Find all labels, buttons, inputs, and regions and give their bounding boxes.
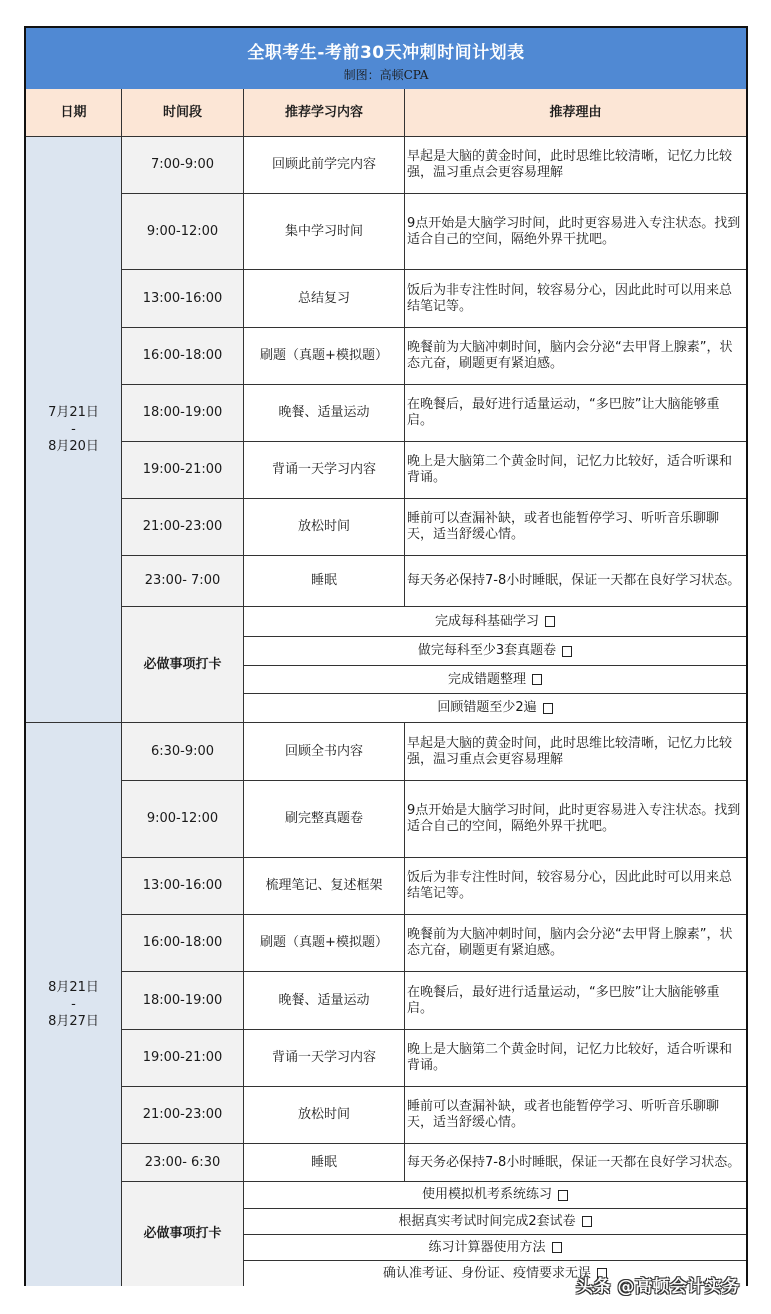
time-slot: 9:00-12:00 — [122, 194, 244, 270]
checklist-item-text: 根据真实考试时间完成2套试卷 — [398, 1213, 576, 1229]
header-date: 日期 — [26, 89, 122, 137]
study-content: 睡眠 — [244, 1144, 405, 1182]
checklist-item[interactable] — [244, 607, 746, 637]
section-date-range — [26, 723, 122, 1286]
checklist-label: 必做事项打卡 — [122, 607, 244, 723]
study-content: 放松时间 — [244, 499, 405, 556]
checklist-item[interactable] — [244, 1235, 746, 1261]
study-content: 放松时间 — [244, 1087, 405, 1144]
time-slot: 19:00-21:00 — [122, 1030, 244, 1087]
time-slot: 16:00-18:00 — [122, 915, 244, 972]
time-slot: 23:00- 6:30 — [122, 1144, 244, 1182]
title-band — [26, 28, 746, 90]
date-end: 8月20日 — [48, 439, 99, 454]
study-content: 刷题（真题+模拟题） — [244, 328, 405, 385]
reason-text: 睡前可以查漏补缺，或者也能暂停学习、听听音乐聊聊天，适当舒缓心情。 — [405, 1087, 746, 1144]
checklist-item[interactable] — [244, 666, 746, 694]
date-start: 8月21日 — [48, 980, 99, 995]
study-content: 背诵一天学习内容 — [244, 1030, 405, 1087]
header-content: 推荐学习内容 — [244, 89, 405, 137]
time-slot: 7:00-9:00 — [122, 137, 244, 194]
checklist-item-text: 完成错题整理 — [447, 671, 526, 687]
checkbox-icon[interactable] — [545, 616, 555, 627]
checklist-item-text: 做完每科至少3套真题卷 — [417, 643, 557, 658]
time-slot: 16:00-18:00 — [122, 328, 244, 385]
study-content: 回顾此前学完内容 — [244, 137, 405, 194]
time-slot: 18:00-19:00 — [122, 972, 244, 1030]
time-slot: 13:00-16:00 — [122, 858, 244, 915]
page-title: 全职考生-考前30天冲刺时间计划表 — [247, 43, 525, 63]
date-end: 8月27日 — [48, 1014, 99, 1029]
checklist-item-text: 练习计算器使用方法 — [428, 1239, 546, 1255]
study-content: 睡眠 — [244, 556, 405, 607]
checklist-item[interactable] — [244, 1182, 746, 1209]
reason-text: 早起是大脑的黄金时间，此时思维比较清晰，记忆力比较强，温习重点会更容易理解 — [405, 137, 746, 194]
reason-text: 饭后为非专注性时间，较容易分心，因此此时可以用来总结笔记等。 — [405, 270, 746, 328]
reason-text: 9点开始是大脑学习时间，此时更容易进入专注状态。找到适合自己的空间，隔绝外界干扰吧。 — [405, 781, 746, 858]
checkbox-icon[interactable] — [543, 703, 553, 714]
time-slot: 6:30-9:00 — [122, 723, 244, 781]
reason-text: 饭后为非专注性时间，较容易分心，因此此时可以用来总结笔记等。 — [405, 858, 746, 915]
study-content: 集中学习时间 — [244, 194, 405, 270]
time-slot: 21:00-23:00 — [122, 1087, 244, 1144]
study-content: 背诵一天学习内容 — [244, 442, 405, 499]
time-slot: 23:00- 7:00 — [122, 556, 244, 607]
study-content: 总结复习 — [244, 270, 405, 328]
header-reason: 推荐理由 — [405, 89, 746, 137]
reason-text: 晚餐前为大脑冲刺时间，脑内会分泌“去甲肾上腺素”，状态亢奋，刷题更有紧迫感。 — [405, 915, 746, 972]
reason-text: 每天务必保持7-8小时睡眠，保证一天都在良好学习状态。 — [405, 556, 746, 607]
checklist-item-text: 回顾错题至少2遍 — [437, 700, 537, 715]
checklist-item[interactable] — [244, 694, 746, 723]
study-content: 晚餐、适量运动 — [244, 972, 405, 1030]
study-content: 回顾全书内容 — [244, 723, 405, 781]
time-slot: 19:00-21:00 — [122, 442, 244, 499]
study-content: 梳理笔记、复述框架 — [244, 858, 405, 915]
study-content: 刷题（真题+模拟题） — [244, 915, 405, 972]
checkbox-icon[interactable] — [532, 674, 542, 685]
checklist-item-text: 完成每科基础学习 — [434, 613, 539, 629]
reason-text: 早起是大脑的黄金时间，此时思维比较清晰，记忆力比较强，温习重点会更容易理解 — [405, 723, 746, 781]
checkbox-icon[interactable] — [558, 1190, 568, 1201]
checkbox-icon[interactable] — [562, 646, 572, 657]
time-slot: 9:00-12:00 — [122, 781, 244, 858]
study-content: 刷完整真题卷 — [244, 781, 405, 858]
reason-text: 在晚餐后，最好进行适量运动，“多巴胺”让大脑能够重启。 — [405, 385, 746, 442]
watermark: 头条 @高顿会计实务 — [576, 1277, 740, 1297]
reason-text: 晚上是大脑第二个黄金时间，记忆力比较好，适合听课和背诵。 — [405, 442, 746, 499]
section-date-range — [26, 137, 122, 723]
reason-text: 睡前可以查漏补缺，或者也能暂停学习、听听音乐聊聊天，适当舒缓心情。 — [405, 499, 746, 556]
study-content: 晚餐、适量运动 — [244, 385, 405, 442]
schedule-table — [24, 26, 748, 1286]
date-separator: - — [71, 997, 76, 1012]
checklist-label: 必做事项打卡 — [122, 1182, 244, 1286]
checklist-item-text: 确认准考证、身份证、疫情要求无误 — [382, 1265, 591, 1281]
reason-text: 9点开始是大脑学习时间，此时更容易进入专注状态。找到适合自己的空间，隔绝外界干扰吧。 — [405, 194, 746, 270]
checklist-item[interactable] — [244, 1209, 746, 1235]
reason-text: 晚餐前为大脑冲刺时间，脑内会分泌“去甲肾上腺素”，状态亢奋，刷题更有紧迫感。 — [405, 328, 746, 385]
checkbox-icon[interactable] — [582, 1216, 592, 1227]
page-subtitle: 制图：高顿CPA — [343, 68, 429, 82]
time-slot: 21:00-23:00 — [122, 499, 244, 556]
checklist-item-text: 使用模拟机考系统练习 — [421, 1187, 552, 1202]
reason-text: 晚上是大脑第二个黄金时间，记忆力比较好，适合听课和背诵。 — [405, 1030, 746, 1087]
header-time: 时间段 — [122, 89, 244, 137]
date-separator: - — [71, 422, 76, 437]
date-start: 7月21日 — [48, 405, 99, 420]
checkbox-icon[interactable] — [552, 1242, 562, 1253]
checklist-item[interactable] — [244, 637, 746, 666]
time-slot: 13:00-16:00 — [122, 270, 244, 328]
reason-text: 在晚餐后，最好进行适量运动，“多巴胺”让大脑能够重启。 — [405, 972, 746, 1030]
time-slot: 18:00-19:00 — [122, 385, 244, 442]
reason-text: 每天务必保持7-8小时睡眠，保证一天都在良好学习状态。 — [405, 1144, 746, 1182]
